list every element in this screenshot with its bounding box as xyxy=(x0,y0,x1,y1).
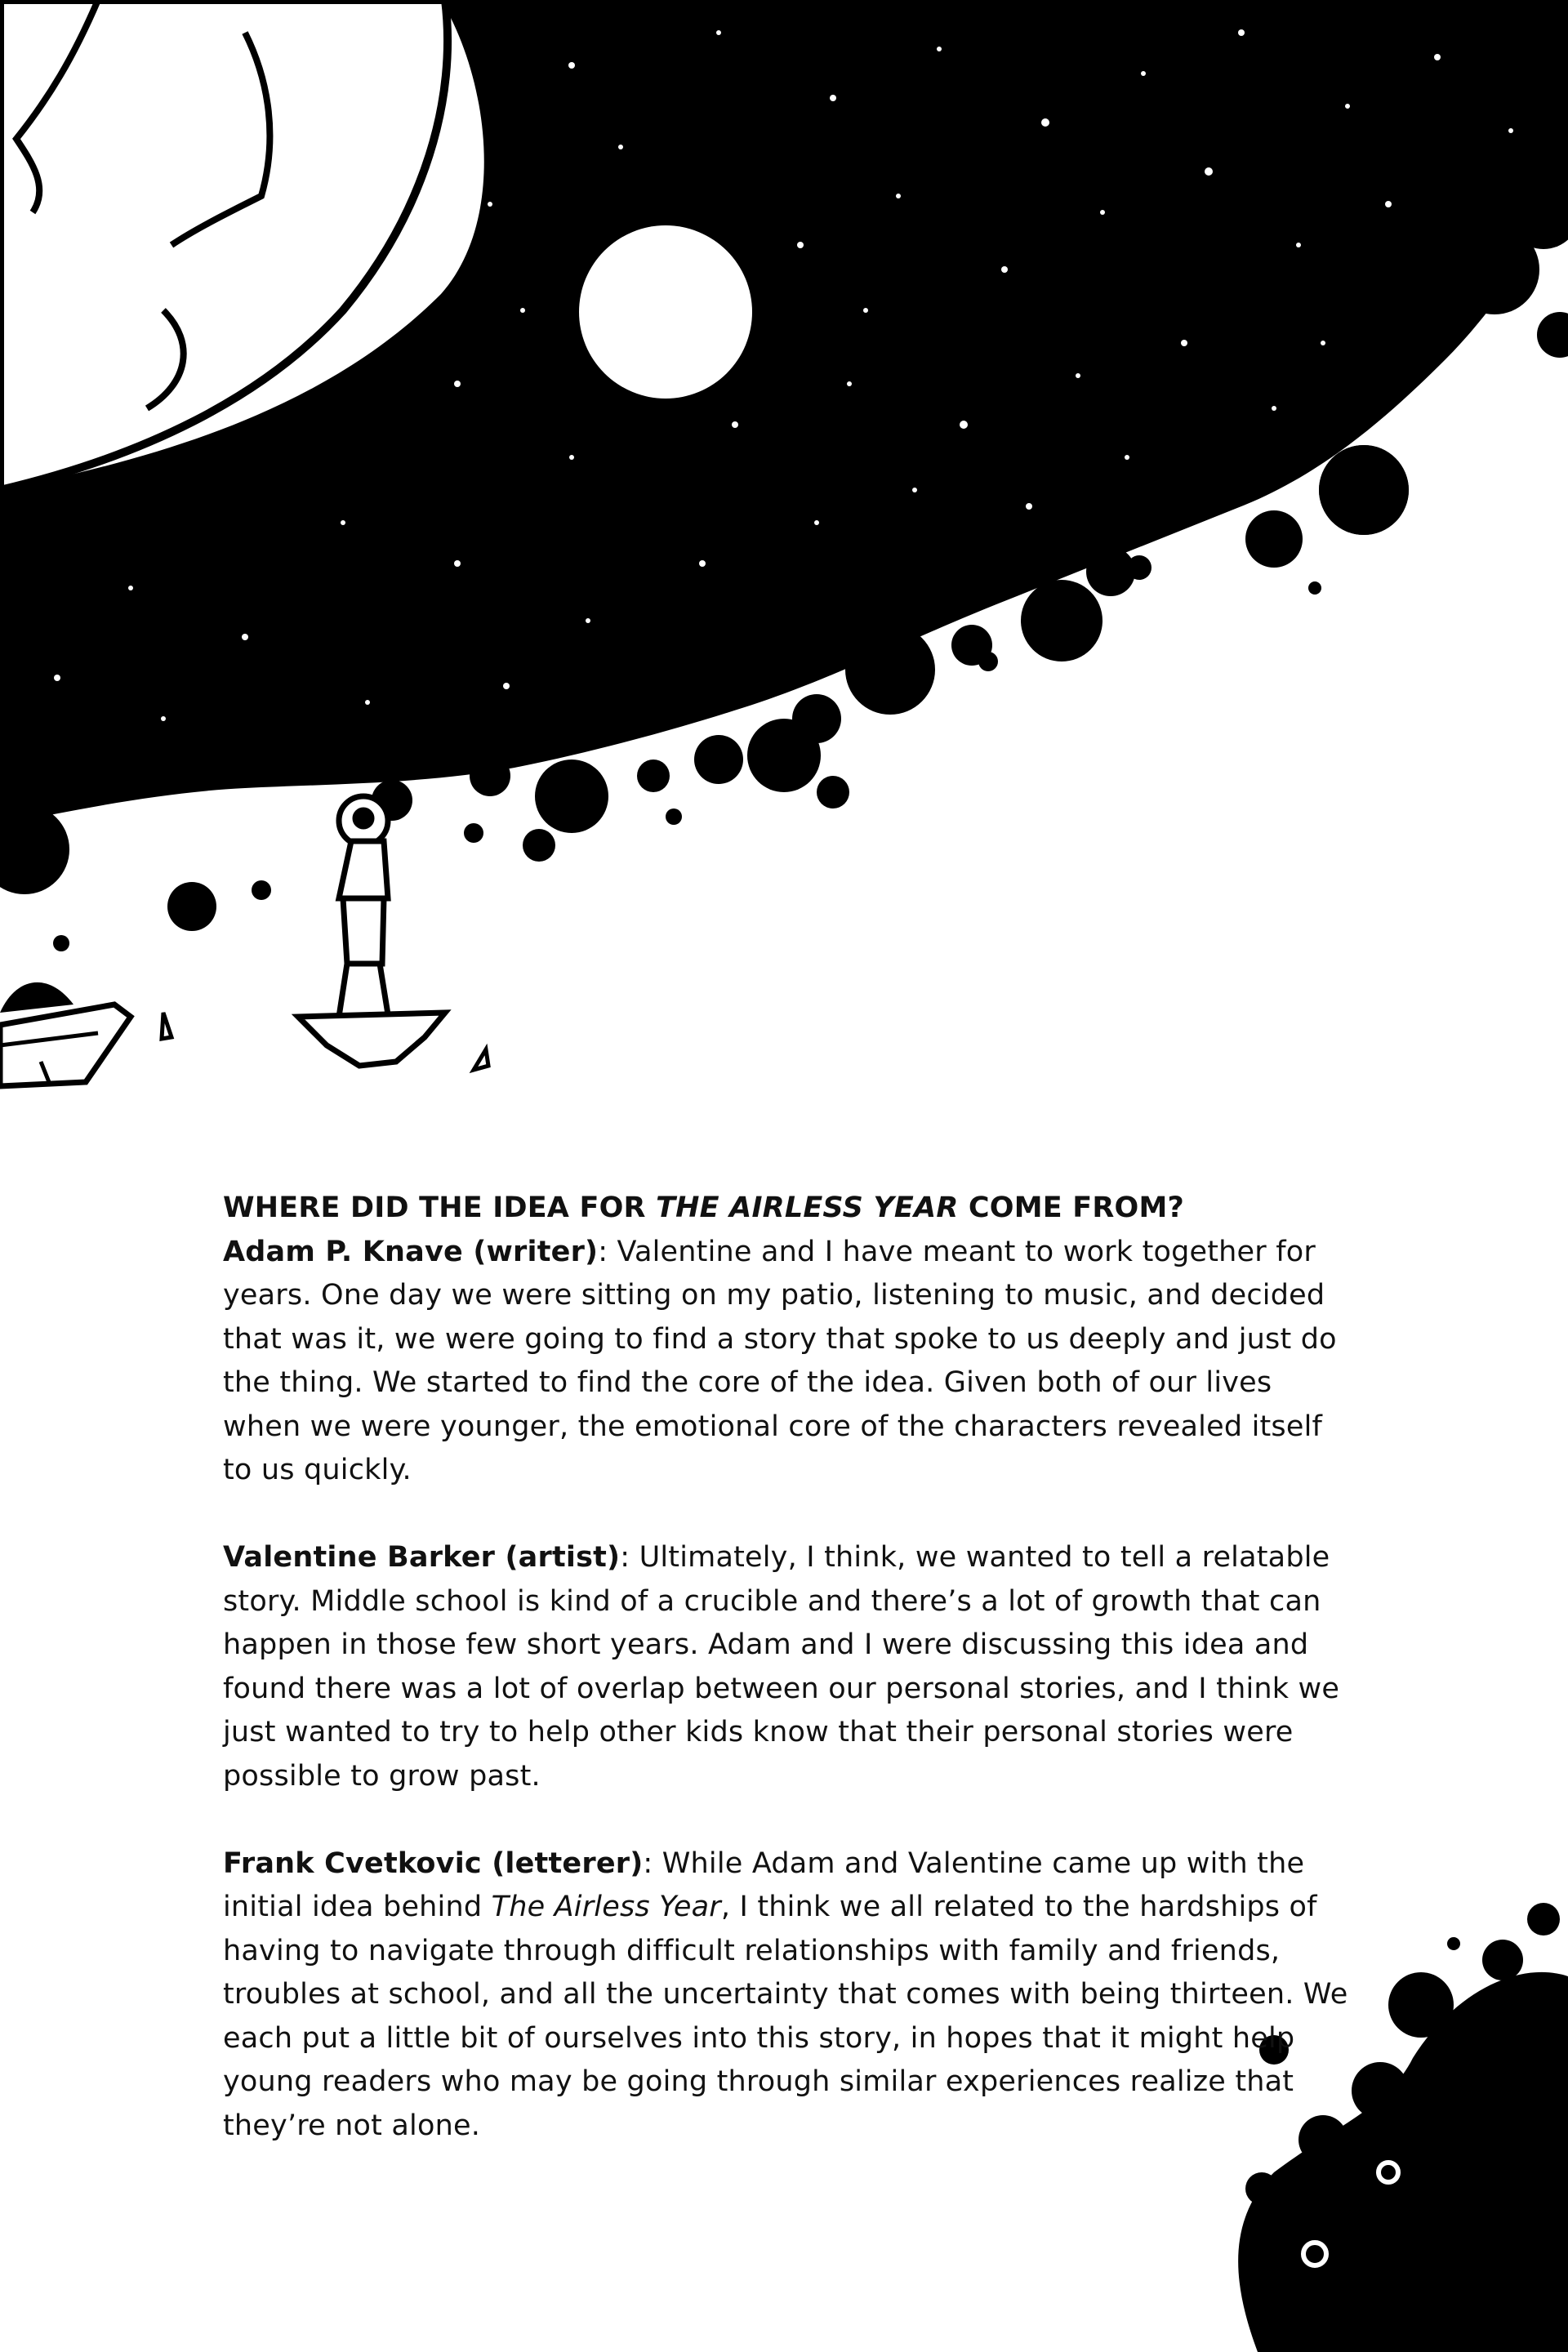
debris-fragment-icon xyxy=(474,1049,488,1070)
answer-adam xyxy=(223,1231,1350,1493)
question-suffix: COME FROM? xyxy=(958,1192,1184,1224)
question-title: THE AIRLESS YEAR xyxy=(656,1192,959,1224)
answer-text: : While Adam and Valentine came up with the initial idea behind xyxy=(223,1846,1305,1923)
spaceship-wreck-icon xyxy=(0,1004,131,1086)
question-prefix: WHERE DID THE IDEA FOR xyxy=(223,1192,657,1224)
floating-rock-icon xyxy=(298,1013,445,1066)
answer-valentine xyxy=(223,1536,1350,1798)
astronaut-icon xyxy=(339,796,388,1017)
answer-text: : Valentine and I have meant to work together for years. One day we were sitting on my patio, listening to music, and decided that was it, we were going to find a story that spoke to us deeply and just do the thing. We started to find the core of the idea. Given both of our lives when we were younger, the emotional core of the characters revealed itself to us quickly. xyxy=(223,1235,1337,1486)
speaker-name: Frank Cvetkovic (letterer) xyxy=(223,1846,644,1880)
book-title: The Airless Year xyxy=(491,1891,721,1923)
speaker-name: Adam P. Knave (writer) xyxy=(223,1235,599,1268)
speaker-name: Valentine Barker (artist) xyxy=(223,1541,621,1574)
interview-text xyxy=(223,1187,1350,2192)
asteroid-fragment-icon xyxy=(0,982,74,1013)
moon-icon xyxy=(579,225,752,399)
question-heading xyxy=(223,1187,1350,1231)
answer-frank xyxy=(223,1842,1350,2149)
answer-text: : Ultimately, I think, we wanted to tell a relatable story. Middle school is kind of a crucible and there’s a lot of growth that can happen in those few short years. Adam and I were discussing this idea and found there was a lot of overlap between our personal stories, and I think we just wanted to try to help other kids know that their personal stories were possible to grow past. xyxy=(223,1541,1340,1793)
answer-text-continued: , I think we all related to the hardships of having to navigate through difficult relationships with family and friends, troubles at school, and all the uncertainty that comes with being thirteen. We each put a little bit of ourselves into this story, in hopes that it might help young readers who may be going through similar experiences realize that they’re not alone. xyxy=(223,1891,1348,2142)
